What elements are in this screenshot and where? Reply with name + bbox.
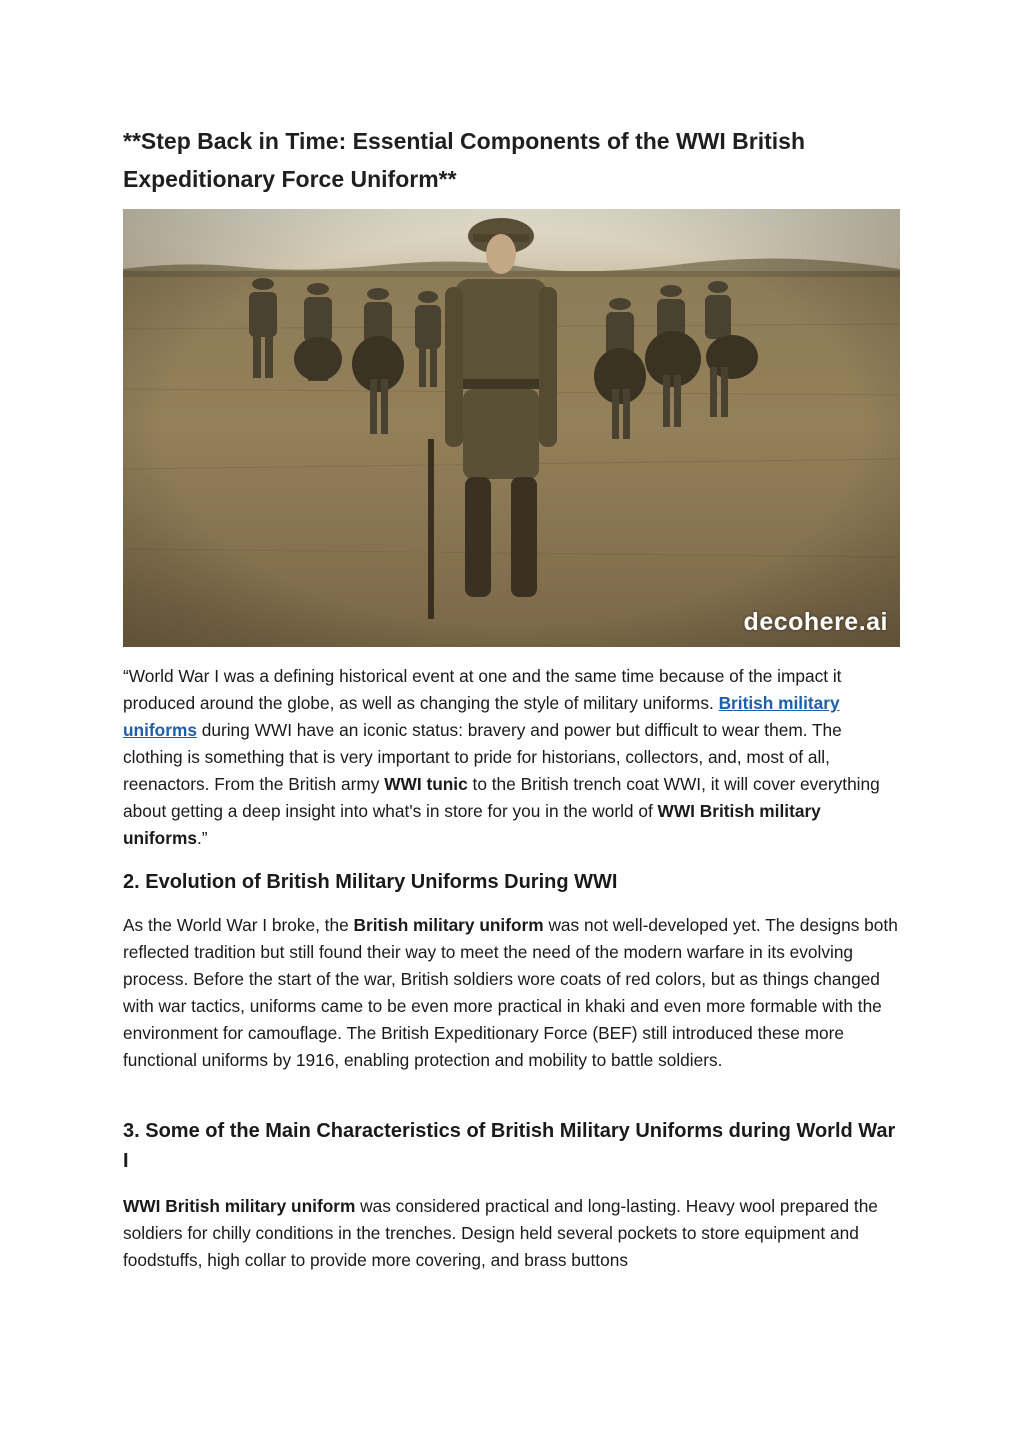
section-2-text-2: was not well-developed yet. The designs both reflected tradition but still found their way to meet the need of the modern warfare in its evolving process. Before the start of the war, British soldiers wore coats of red colors, but as things changed with war tactics, uniforms came to be even more practical in khaki and even more formable with the environment for camouflage. The British Expeditionary Force (BEF) still introduced these more functional uniforms by 1916, enabling protection and mobility to battle soldiers. xyxy=(123,915,898,1070)
page-title: **Step Back in Time: Essential Components of the WWI British Expeditionary Force Uniform** xyxy=(123,128,806,192)
section-2-text-1: As the World War I broke, the xyxy=(123,915,354,935)
intro-text-3: to the British trench coat WWI, it will cover everything about getting a deep insight into what's in store for you in the world of xyxy=(123,774,880,821)
hero-photo xyxy=(123,209,900,647)
section-2-bold-1: British military uniform xyxy=(353,915,544,935)
british-military-uniforms-link[interactable]: British military uniforms xyxy=(123,693,840,740)
intro-text-2: during WWI have an iconic status: bravery and power but difficult to wear them. The clothing is something that is very important to pride for historians, collectors, and, most of all, reenactors. From the British army xyxy=(123,720,842,794)
section-2-paragraph xyxy=(123,912,903,1074)
section-3-paragraph xyxy=(123,1193,903,1274)
watermark-text: decohere.ai xyxy=(743,608,888,636)
intro-text-4: .” xyxy=(196,828,208,848)
intro-bold-2: WWI British military uniforms xyxy=(123,801,821,848)
intro-text-1: “World War I was a defining historical event at one and the same time because of the impact it produced around the globe, as well as changing the style of military uniforms. xyxy=(123,666,842,713)
intro-paragraph xyxy=(123,663,903,852)
section-3-bold-1: WWI British military uniform xyxy=(123,1196,356,1216)
section-3-heading: 3. Some of the Main Characteristics of British Military Uniforms during World War I xyxy=(123,1120,896,1172)
soldiers-photo-illustration xyxy=(123,209,900,647)
section-3-text-1: was considered practical and long-lasting. Heavy wool prepared the soldiers for chilly conditions in the trenches. Design held several pockets to store equipment and foodstuffs, high collar to provide more covering, and brass buttons xyxy=(123,1196,878,1270)
section-2-heading: 2. Evolution of British Military Uniforms During WWI xyxy=(123,871,618,893)
intro-bold-1: WWI tunic xyxy=(384,774,468,794)
